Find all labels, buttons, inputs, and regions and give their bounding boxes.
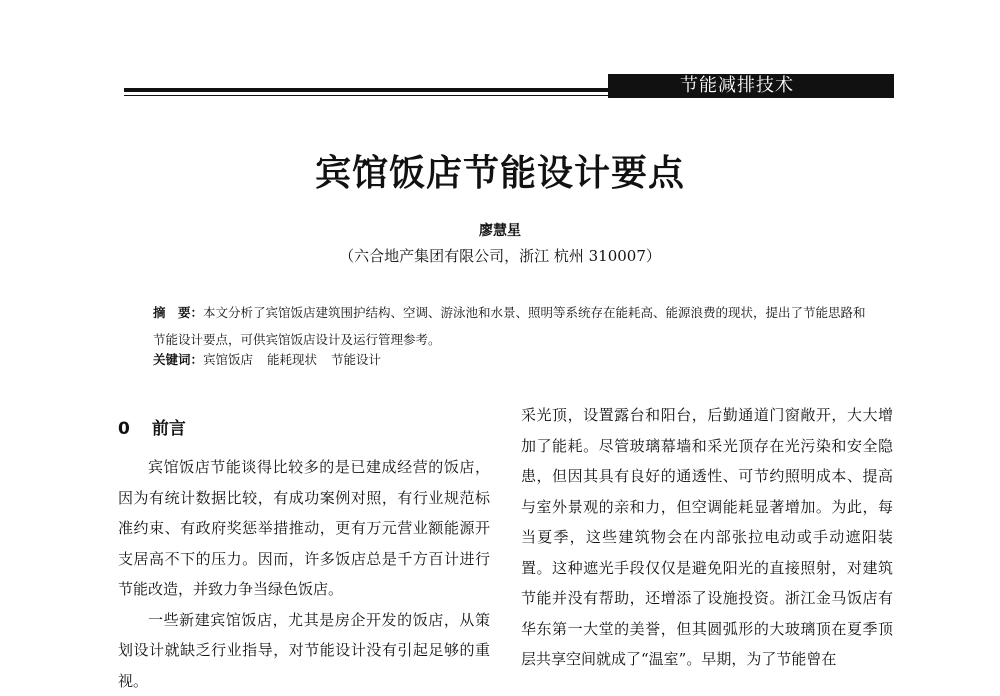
right-column bbox=[521, 400, 893, 675]
author-affiliation: （六合地产集团有限公司，浙江 杭州 310007） bbox=[0, 245, 1000, 266]
abstract-label: 摘 要： bbox=[153, 305, 203, 320]
keyword: 节能设计 bbox=[331, 352, 381, 367]
abstract bbox=[153, 299, 873, 353]
keyword: 能耗现状 bbox=[267, 352, 317, 367]
paragraph: 采光顶，设置露台和阳台，后勤通道门窗敞开，大大增加了能耗。尽管玻璃幕墙和采光顶存在光污染和安全隐患，但因其具有良好的通透性、可节约照明成本、提高与室外景观的亲和力，但空调能耗显著增加。为此，每当夏季，这些建筑物会在内部张拉电动或手动遮阳装置。这种遮光手段仅仅是避免阳光的直接照射，对建筑节能并没有帮助，还增添了设施投资。浙江金马饭店有华东第一大堂的美誉，但其圆弧形的大玻璃顶在夏季顶层共享空间就成了“温室”。早期，为了节能曾在 bbox=[521, 400, 893, 675]
paragraph: 宾馆饭店节能谈得比较多的是已建成经营的饭店，因为有统计数据比较，有成功案例对照，有行业规范标准约束、有政府奖惩举措推动，更有万元营业额能源开支居高不下的压力。因而，许多饭店总是千方百计进行节能改造，并致力争当绿色饭店。 bbox=[118, 452, 490, 605]
keywords-label: 关键词： bbox=[153, 352, 203, 367]
keyword: 宾馆饭店 bbox=[203, 352, 253, 367]
author-name: 廖慧星 bbox=[0, 220, 1000, 240]
keywords bbox=[153, 350, 873, 368]
left-column bbox=[118, 452, 490, 696]
section-tab: 节能减排技术 bbox=[608, 74, 894, 98]
abstract-text: 本文分析了宾馆饭店建筑围护结构、空调、游泳池和水景、照明等系统存在能耗高、能源浪费的现状，提出了节能思路和节能设计要点，可供宾馆饭店设计及运行管理参考。 bbox=[153, 305, 866, 347]
section-number: 0 bbox=[118, 419, 130, 439]
paragraph: 一些新建宾馆饭店，尤其是房企开发的饭店，从策划设计就缺乏行业指导，对节能设计没有引起足够的重视。 bbox=[118, 605, 490, 696]
section-heading bbox=[118, 414, 186, 439]
section-title: 前言 bbox=[152, 419, 186, 439]
article-title: 宾馆饭店节能设计要点 bbox=[0, 145, 1000, 196]
